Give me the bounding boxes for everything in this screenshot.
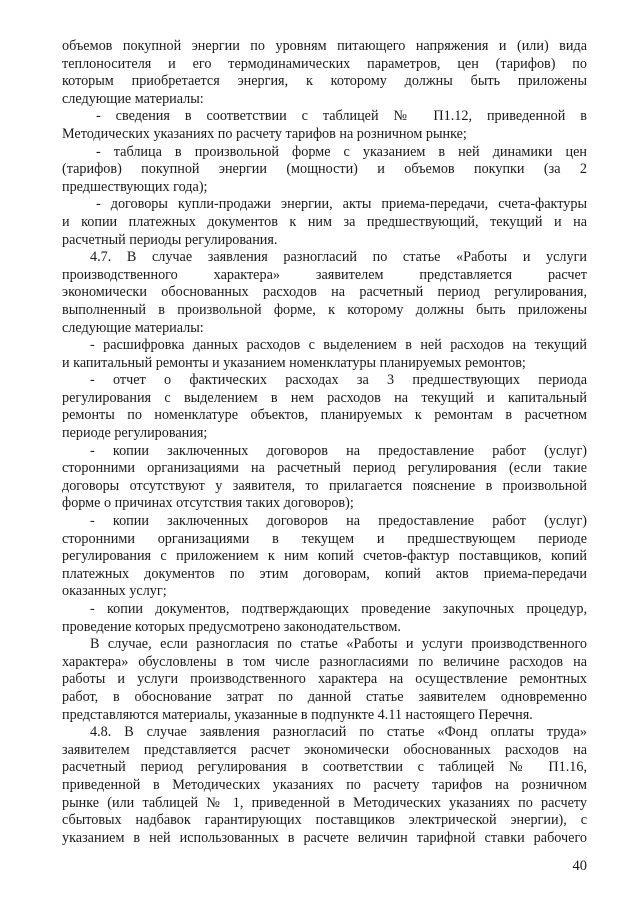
text-line: оказанных услуг; [62, 583, 167, 600]
text-line: которым приобретается энергия, к которому должны быть приложены [62, 73, 587, 90]
text-line: приведенной в Методических указаниях по расчету тарифов на розничном [62, 776, 587, 793]
text-line: регулирования с приложением к ним копий счетов-фактур поставщиков, копий [62, 548, 587, 565]
text-line: и капитальный ремонты и указанием номенклатуры планируемых ремонтов; [62, 354, 526, 371]
text-line: работы и услуги производственного характера на осуществление ремонтных [62, 671, 587, 688]
text-line: сторонними организациями на расчетный период регулирования (если такие [62, 460, 587, 477]
text-line: Методических указаниях по расчету тарифов на розничном рынке; [62, 125, 467, 142]
text-line: и копии платежных документов к ним за предшествующий, текущий и на [62, 213, 587, 230]
text-line: договоры отсутствуют у заявителя, то прилагается пояснение в произвольной [62, 477, 587, 494]
text-line: - сведения в соответствии с таблицей № П1.12, приведенной в [96, 108, 587, 125]
text-line: - копии заключенных договоров на предоставление работ (услуг) [90, 442, 587, 459]
text-line: расчетный периоды регулирования. [62, 231, 278, 248]
text-line: 4.8. В случае заявления разногласий по статье «Фонд оплаты труда» [90, 724, 587, 741]
text-line: работ, в обоснование затрат по данной статье заявителем одновременно [62, 688, 587, 705]
page-number: 40 [572, 858, 587, 874]
text-line: производственного характера» заявителем представляется расчет [62, 266, 587, 283]
document-body [62, 38, 587, 847]
text-line: (тарифов) покупной энергии (мощности) и объемов покупки (за 2 [62, 161, 587, 178]
text-line: ремонты по номенклатуре объектов, планируемых к ремонтам в расчетном [62, 407, 587, 424]
text-line: представляются материалы, указанные в подпункте 4.11 настоящего Перечня. [62, 706, 533, 723]
text-line: форме о причинах отсутствия таких договоров); [62, 495, 354, 512]
text-line: выполненный в произвольной форме, к которому должны быть приложены [62, 301, 587, 318]
text-line: проведение которых предусмотрено законодательством. [62, 618, 401, 635]
text-line: заявителем представляется расчет экономически обоснованных расходов на [62, 741, 587, 758]
text-line: - отчет о фактических расходах за 3 предшествующих периода [90, 372, 587, 389]
text-line: рынке (или таблицей № 1, приведенной в Методических указаниях по расчету [62, 794, 587, 811]
text-line: платежных документов по этим договорам, копий актов приема-передачи [62, 565, 587, 582]
text-line: расчетный период регулирования в соответствии с таблицей № П1.16, [62, 759, 587, 776]
text-line: - расшифровка данных расходов с выделением в ней расходов на текущий [90, 337, 587, 354]
text-line: периоде регулирования; [62, 425, 208, 442]
text-line: экономически обоснованных расходов на расчетный период регулирования, [62, 284, 587, 301]
text-line: - копии документов, подтверждающих проведение закупочных процедур, [90, 601, 587, 617]
text-line: следующие материалы: [62, 319, 204, 336]
text-line: В случае, если разногласия по статье «Работы и услуги производственного [90, 636, 587, 653]
text-line: характера» обусловлены в том числе разногласиями по величине расходов на [62, 653, 587, 670]
text-line: 4.7. В случае заявления разногласий по статье «Работы и услуги [90, 249, 587, 266]
text-line: сторонними организациями в текущем и предшествующем периоде [62, 530, 587, 547]
text-line: указанием в ней использованных в расчете величин тарифной ставки рабочего [62, 829, 587, 846]
text-line: теплоносителя и его термодинамических параметров, цен (тарифов) по [62, 55, 587, 72]
text-line: регулирования с выделением в нем расходов на текущий и капитальный [62, 389, 587, 406]
text-line: - копии заключенных договоров на предоставление работ (услуг) [90, 513, 587, 530]
text-line: - договоры купли-продажи энергии, акты приема-передачи, счета-фактуры [96, 196, 587, 213]
text-line: сбытовых надбавок гарантирующих поставщиков электрической энергии), с [62, 812, 587, 829]
text-line: предшествующих года); [62, 178, 208, 195]
text-line: - таблица в произвольной форме с указанием в ней динамики цен [96, 143, 587, 160]
text-line: объемов покупной энергии по уровням питающего напряжения и (или) вида [62, 38, 587, 54]
text-line: следующие материалы: [62, 90, 204, 107]
